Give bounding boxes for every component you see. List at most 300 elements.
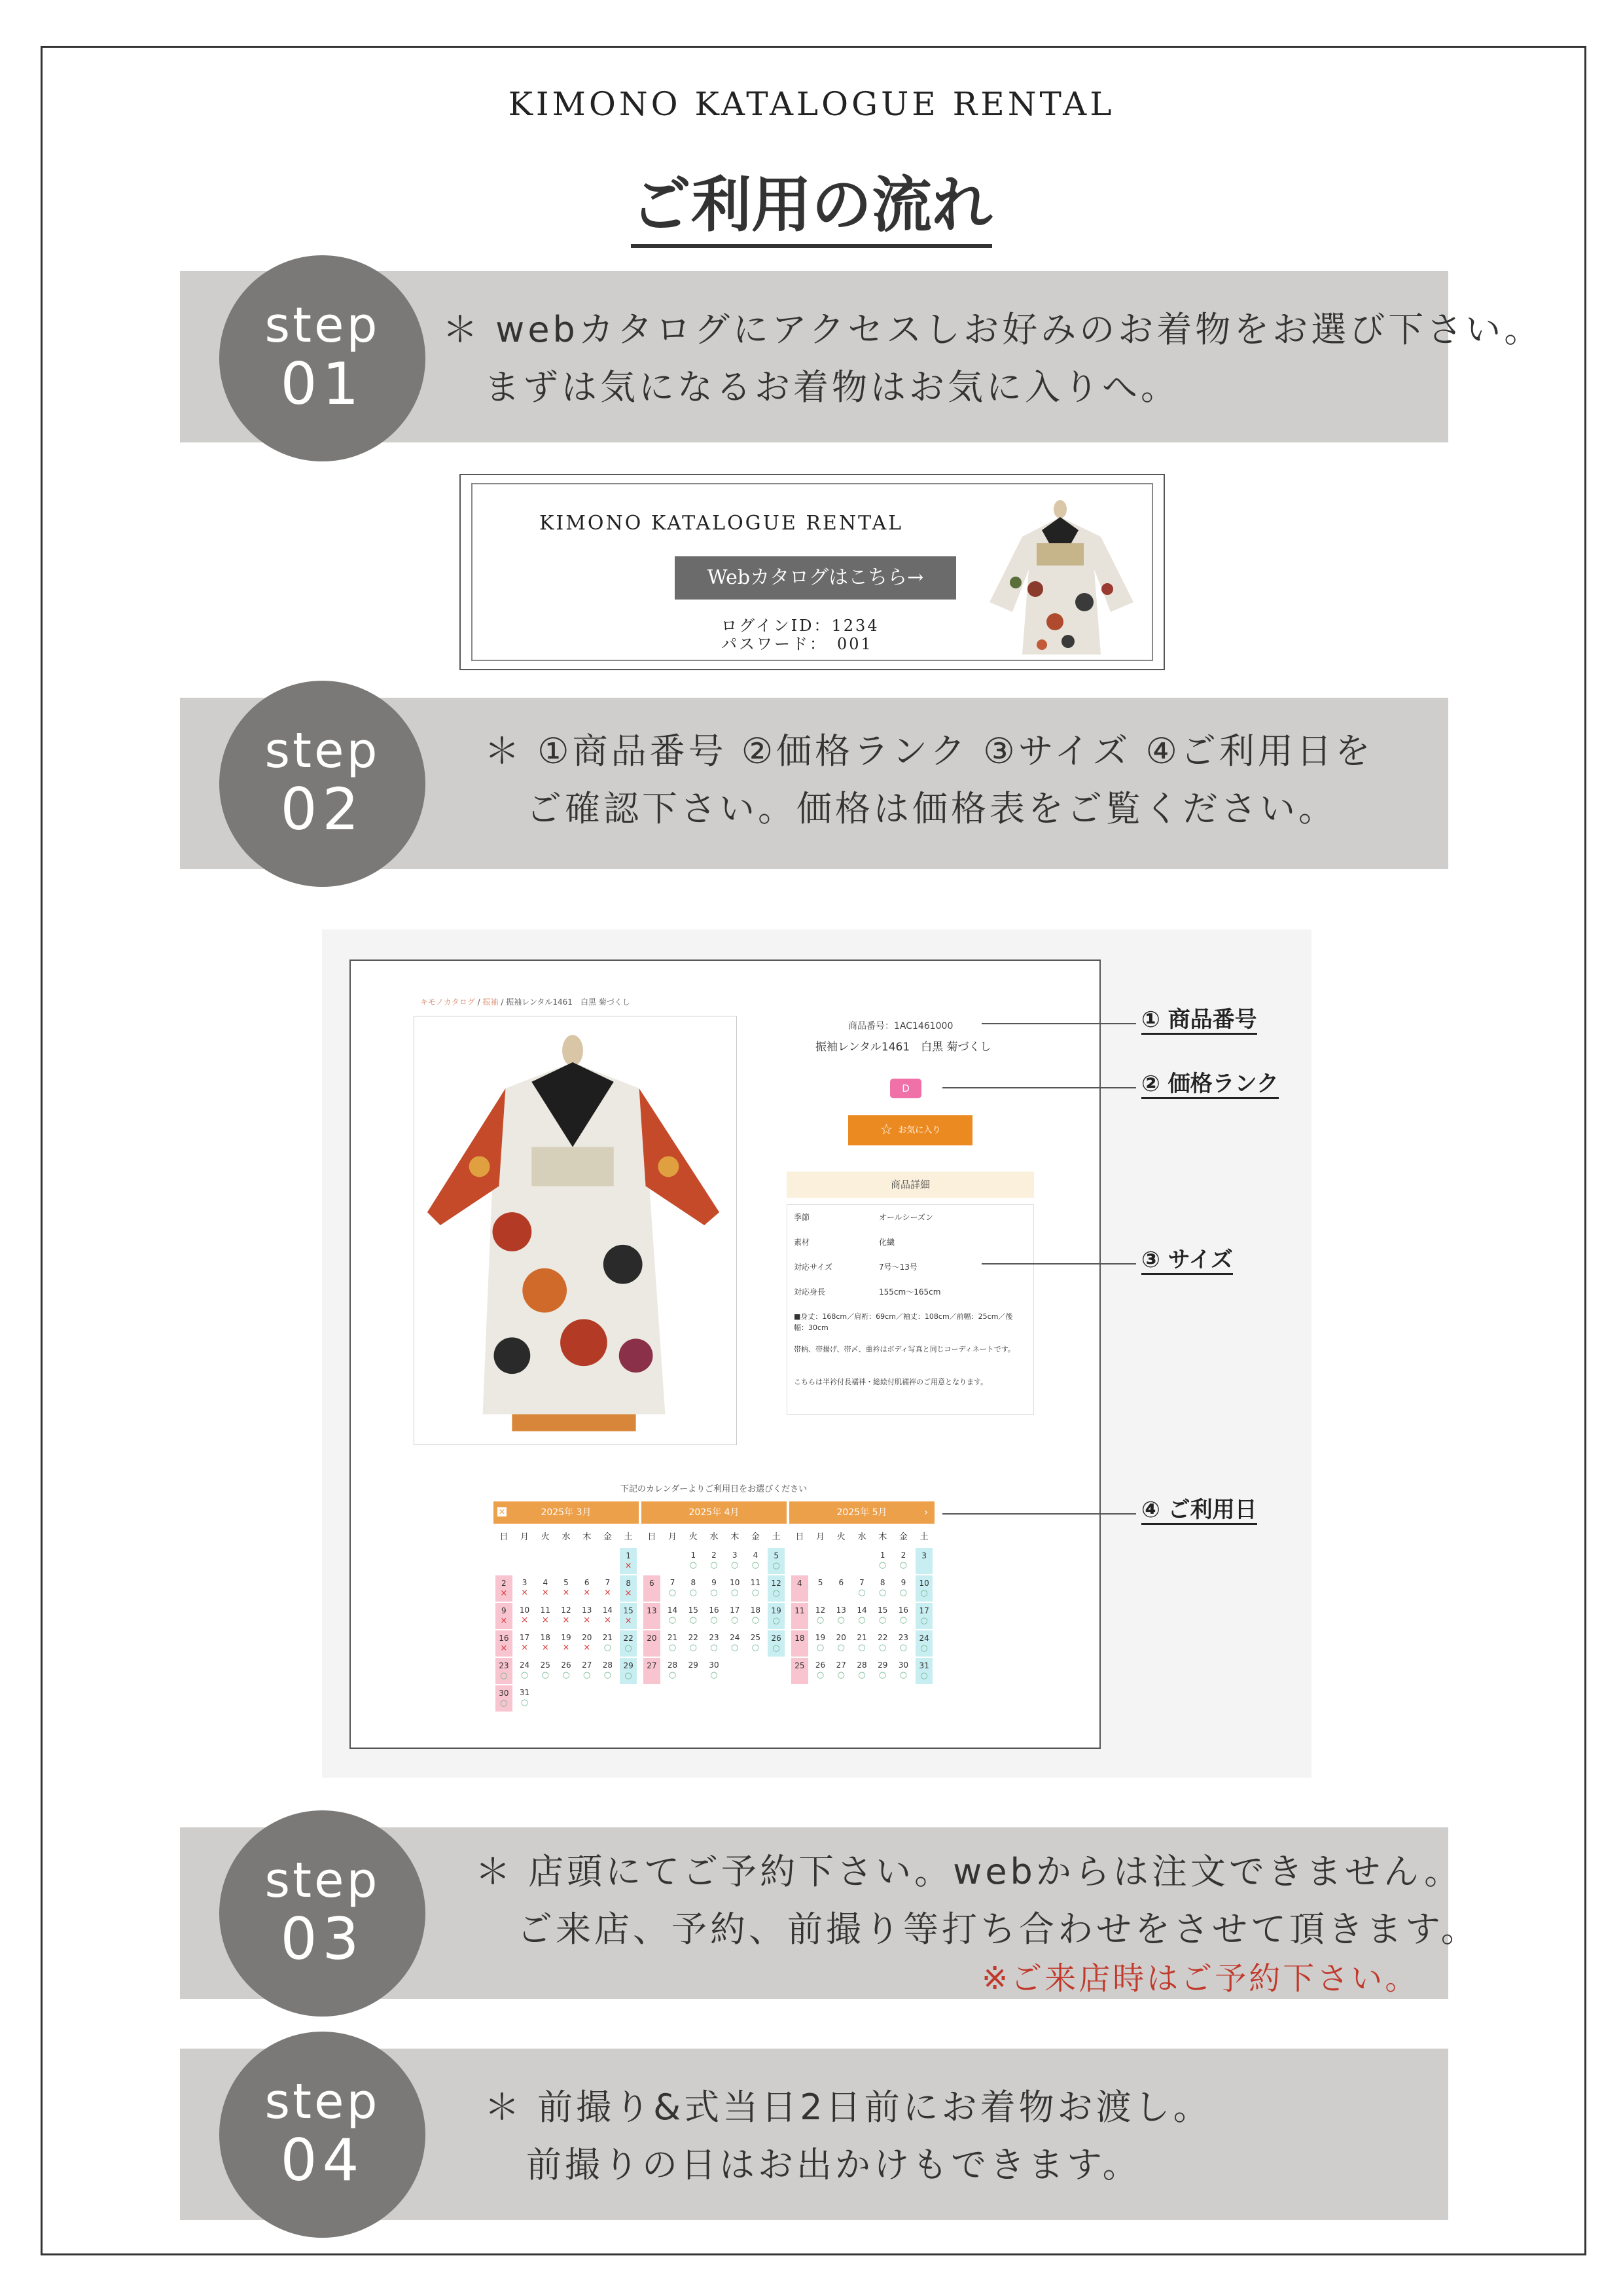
unavailable-mark: ×	[500, 1616, 508, 1626]
unavailable-mark: ×	[541, 1588, 549, 1598]
available-mark: ○	[520, 1698, 529, 1708]
available-mark: ○	[858, 1615, 866, 1625]
calendar-day[interactable]	[916, 1575, 933, 1602]
day-number: 14	[667, 1605, 678, 1615]
calendar-header	[493, 1501, 639, 1524]
available-mark: ○	[858, 1670, 866, 1680]
day-number: 26	[771, 1634, 781, 1643]
day-number: 5	[774, 1551, 779, 1560]
step-word: step	[264, 723, 380, 779]
step-word: step	[264, 2073, 380, 2130]
weekday-label: 木	[582, 1532, 592, 1542]
breadcrumb	[420, 996, 630, 1007]
calendar-day[interactable]	[872, 1575, 893, 1601]
calendar-day[interactable]	[683, 1630, 704, 1656]
unavailable-mark: ×	[541, 1615, 549, 1625]
available-mark: ○	[879, 1588, 887, 1598]
calendar-empty-cell	[597, 1547, 618, 1573]
calendar-empty-cell	[641, 1547, 662, 1573]
available-mark: ○	[837, 1615, 845, 1625]
calendar-day[interactable]	[810, 1602, 831, 1628]
day-number: 21	[857, 1633, 867, 1642]
login-password: パスワード： 001	[721, 635, 873, 653]
weekday-label: 日	[795, 1532, 804, 1542]
product-photo	[414, 1016, 737, 1445]
available-mark: ○	[837, 1670, 845, 1680]
detail-row: 対応身長 155cm〜165cm	[794, 1287, 941, 1297]
calendar-day	[495, 1603, 512, 1629]
calendar-empty-cell	[830, 1547, 851, 1573]
day-number: 9	[711, 1578, 717, 1587]
calendar-day	[535, 1575, 556, 1601]
step-number: 01	[280, 350, 365, 418]
day-number: 25	[540, 1660, 550, 1670]
callout-price-rank: ② 価格ランク	[1141, 1071, 1279, 1099]
calendar-day	[620, 1603, 637, 1629]
calendar-month	[789, 1501, 935, 1685]
available-mark: ○	[751, 1643, 760, 1653]
calendar-day[interactable]	[620, 1658, 637, 1684]
unavailable-mark: ×	[521, 1615, 529, 1625]
calendar-grid	[789, 1528, 935, 1685]
calendar-month	[641, 1501, 787, 1685]
day-number: 25	[794, 1661, 805, 1670]
unavailable-mark: ×	[583, 1615, 591, 1625]
available-mark: ○	[562, 1670, 570, 1680]
calendar-day[interactable]	[893, 1575, 914, 1601]
day-number: 16	[709, 1605, 719, 1615]
calendar-day[interactable]	[745, 1602, 766, 1628]
calendar-day[interactable]	[724, 1630, 745, 1656]
step-number: 02	[280, 776, 365, 843]
day-number: 13	[647, 1606, 657, 1615]
step-03-badge	[219, 1810, 425, 2017]
calendar-day[interactable]	[704, 1602, 724, 1628]
calendar-day	[514, 1630, 535, 1656]
weekday-label: 土	[919, 1532, 929, 1542]
day-number: 13	[582, 1605, 592, 1615]
login-id: ログインID：1234	[721, 617, 880, 635]
day-number: 21	[602, 1633, 613, 1642]
calendar-day[interactable]	[597, 1657, 618, 1683]
step-04-badge	[219, 2032, 425, 2238]
calendar-day	[556, 1602, 577, 1628]
calendar-day[interactable]	[745, 1547, 766, 1573]
step-04-line-1: ＊ 前撮り&式当日2日前にお着物お渡し。	[484, 2087, 1212, 2128]
day-number: 15	[688, 1605, 698, 1615]
unavailable-mark: ×	[562, 1643, 570, 1653]
day-number: 3	[522, 1578, 527, 1587]
calendar-day	[620, 1575, 637, 1602]
unavailable-mark: ×	[541, 1643, 549, 1653]
calendar-day[interactable]	[724, 1547, 745, 1573]
available-mark: ○	[751, 1560, 760, 1570]
calendar-day	[791, 1575, 808, 1602]
calendar-day[interactable]	[495, 1685, 512, 1712]
callout-line	[942, 1087, 1136, 1088]
weekday-label: 木	[730, 1532, 740, 1542]
unavailable-mark: ×	[521, 1588, 529, 1598]
available-mark: ○	[689, 1560, 697, 1570]
banner-brand: KIMONO KATALOGUE RENTAL	[539, 512, 904, 535]
weekday-label: 金	[899, 1532, 908, 1542]
available-mark: ○	[603, 1643, 612, 1653]
available-mark: ○	[899, 1670, 908, 1680]
calendar-day[interactable]	[851, 1602, 872, 1628]
favorite-label: お気に入り	[898, 1125, 941, 1136]
day-number: 12	[771, 1579, 781, 1588]
day-number: 26	[815, 1660, 826, 1670]
calendar-day	[643, 1575, 660, 1602]
page-title-text: ご利用の流れ	[631, 170, 992, 248]
breadcrumb-sep: /	[477, 997, 480, 1007]
available-mark: ○	[668, 1615, 677, 1625]
step-01-line-1: ＊ webカタログにアクセスしお好みのお着物をお選び下さい。	[442, 309, 1543, 350]
available-mark: ○	[710, 1588, 718, 1598]
price-rank-badge: D	[890, 1079, 921, 1098]
calendar-day[interactable]	[872, 1630, 893, 1656]
step-number: 04	[280, 2126, 365, 2194]
calendar-empty-cell	[535, 1547, 556, 1573]
step-02-badge	[219, 681, 425, 887]
calendar-day[interactable]	[577, 1657, 597, 1683]
available-mark: ○	[879, 1615, 887, 1625]
calendar-empty-cell	[810, 1547, 831, 1573]
calendar-day	[830, 1575, 851, 1601]
available-mark: ○	[751, 1615, 760, 1625]
calendar-header	[641, 1501, 787, 1524]
calendar-empty-cell	[662, 1547, 683, 1573]
calendar-day[interactable]	[893, 1602, 914, 1628]
unavailable-mark: ×	[624, 1561, 632, 1571]
calendar-day	[495, 1630, 512, 1657]
calendar-day[interactable]	[704, 1657, 724, 1683]
calendar-day[interactable]	[514, 1685, 535, 1711]
calendar-day	[514, 1575, 535, 1601]
step-04-line-2: 前撮りの日はお出かけもできます。	[526, 2144, 1141, 2185]
calendar-day[interactable]	[916, 1630, 933, 1657]
calendar-day[interactable]	[830, 1602, 851, 1628]
breadcrumb-home[interactable]: キモノカタログ	[420, 997, 475, 1007]
day-number: 8	[690, 1578, 696, 1587]
web-catalog-button[interactable]: Webカタログはこちら→	[675, 556, 956, 600]
day-number: 22	[878, 1633, 888, 1642]
calendar-day[interactable]	[704, 1575, 724, 1601]
calendar-day	[535, 1602, 556, 1628]
calendar-next-button[interactable]: ›	[924, 1507, 928, 1518]
available-mark: ○	[816, 1643, 825, 1653]
available-mark: ○	[689, 1643, 697, 1653]
day-number: 22	[688, 1633, 698, 1642]
day-number: 31	[519, 1688, 530, 1697]
calendar-day[interactable]	[704, 1547, 724, 1573]
day-number: 11	[794, 1606, 805, 1615]
calendar-day[interactable]	[830, 1630, 851, 1656]
calendar-day[interactable]	[916, 1658, 933, 1684]
calendar-day[interactable]	[916, 1603, 933, 1629]
calendar-day[interactable]	[724, 1602, 745, 1628]
callout-line	[982, 1023, 1136, 1024]
catalog-banner[interactable]	[459, 474, 1165, 670]
day-number: 5	[817, 1578, 823, 1587]
available-mark: ○	[624, 1643, 632, 1653]
calendar-day	[791, 1603, 808, 1629]
day-number: 27	[582, 1660, 592, 1670]
available-mark: ○	[500, 1698, 508, 1708]
day-number: 23	[499, 1661, 509, 1670]
calendar-title: 2025年 3月	[541, 1507, 592, 1518]
available-mark: ○	[772, 1616, 780, 1626]
unavailable-mark: ×	[583, 1643, 591, 1653]
calendar-day[interactable]	[872, 1602, 893, 1628]
available-mark: ○	[920, 1588, 928, 1598]
banner-login-info	[721, 617, 880, 653]
day-number: 20	[836, 1633, 846, 1642]
callout-line	[982, 1263, 1136, 1265]
day-number: 1	[626, 1551, 631, 1560]
available-mark: ○	[731, 1615, 739, 1625]
day-number: 17	[919, 1606, 929, 1615]
calendar-day	[791, 1658, 808, 1684]
calendar-day[interactable]	[683, 1602, 704, 1628]
calendar-day[interactable]	[768, 1575, 785, 1602]
calendar-day	[916, 1548, 933, 1574]
calendar-day	[620, 1548, 637, 1574]
available-mark: ○	[772, 1561, 780, 1571]
callout-product-number: ① 商品番号	[1141, 1007, 1257, 1035]
calendar-caption: 下記のカレンダーよりご利用日をお選びください	[620, 1484, 808, 1494]
calendar-day	[643, 1658, 660, 1684]
calendar-empty-cell	[514, 1547, 535, 1573]
calendar-day	[495, 1575, 512, 1602]
calendar-day	[577, 1630, 597, 1656]
banner-inner-frame	[471, 483, 1153, 661]
available-mark: ○	[689, 1588, 697, 1598]
step-02-line-1: ＊ ①商品番号 ②価格ランク ③サイズ ④ご利用日を	[484, 730, 1374, 772]
brand-title: KIMONO KATALOGUE RENTAL	[508, 85, 1115, 123]
day-number: 26	[561, 1660, 571, 1670]
available-mark: ○	[899, 1643, 908, 1653]
calendar-day[interactable]	[893, 1547, 914, 1573]
calendar-empty-cell	[556, 1547, 577, 1573]
detail-row: 季節 オールシーズン	[794, 1213, 933, 1222]
calendar-day[interactable]	[810, 1630, 831, 1656]
calendar-day[interactable]	[830, 1657, 851, 1683]
calendar-day	[683, 1657, 704, 1683]
calendar-day[interactable]	[495, 1658, 512, 1684]
day-number: 30	[499, 1689, 509, 1698]
calendar-day[interactable]	[872, 1657, 893, 1683]
calendar-day[interactable]	[745, 1630, 766, 1656]
day-number: 30	[898, 1660, 909, 1670]
day-number: 21	[667, 1633, 678, 1642]
day-number: 24	[919, 1634, 929, 1643]
calendar-day[interactable]	[893, 1657, 914, 1683]
available-mark: ○	[668, 1670, 677, 1680]
calendar-day[interactable]	[704, 1630, 724, 1656]
day-number: 29	[623, 1661, 633, 1670]
calendar-day[interactable]	[768, 1603, 785, 1629]
unavailable-mark: ×	[562, 1588, 570, 1598]
available-mark: ○	[689, 1615, 697, 1625]
day-number: 5	[563, 1578, 569, 1587]
detail-row: 対応サイズ 7号〜13号	[794, 1263, 918, 1272]
day-number: 17	[730, 1605, 740, 1615]
reservation-note: ※ご来店時はご予約下さい。	[982, 1960, 1419, 1997]
calendar-title: 2025年 5月	[836, 1507, 887, 1518]
day-number: 18	[540, 1633, 550, 1642]
available-mark: ○	[603, 1670, 612, 1680]
calendar-day[interactable]	[662, 1657, 683, 1683]
step-word: step	[264, 297, 380, 353]
calendar-day[interactable]	[662, 1602, 683, 1628]
breadcrumb-category[interactable]: 振袖	[482, 997, 499, 1007]
available-mark: ○	[879, 1643, 887, 1653]
product-number: 商品番号：1AC1461000	[848, 1021, 954, 1031]
detail-note: こちらは半衿付長襦袢・総絵付肌襦袢のご用意となります。	[794, 1378, 988, 1386]
step-number: 03	[280, 1905, 365, 1973]
day-number: 11	[540, 1605, 550, 1615]
day-number: 2	[711, 1551, 717, 1560]
calendar-day[interactable]	[514, 1657, 535, 1683]
day-number: 11	[750, 1578, 761, 1587]
weekday-label: 日	[647, 1532, 656, 1542]
day-number: 10	[730, 1578, 740, 1587]
calendar-day[interactable]	[768, 1548, 785, 1574]
day-number: 2	[901, 1551, 906, 1560]
calendar-day	[597, 1575, 618, 1601]
calendar-day	[556, 1630, 577, 1656]
calendar-prev-button[interactable]: ✕	[498, 1507, 506, 1516]
calendar-day	[577, 1602, 597, 1628]
unavailable-mark: ×	[500, 1588, 508, 1598]
calendar-header	[789, 1501, 935, 1524]
day-number: 7	[669, 1578, 675, 1587]
available-mark: ○	[541, 1670, 549, 1680]
day-number: 1	[880, 1551, 885, 1560]
unavailable-mark: ×	[500, 1643, 508, 1653]
calendar-day[interactable]	[535, 1657, 556, 1683]
calendar-day[interactable]	[851, 1575, 872, 1601]
detail-note: ■身丈：168cm／肩裄：69cm／袖丈：108cm／前幅：25cm／後幅：30cm	[794, 1312, 1013, 1332]
day-number: 8	[880, 1578, 885, 1587]
unavailable-mark: ×	[624, 1588, 632, 1598]
calendar-day	[556, 1575, 577, 1601]
day-number: 1	[690, 1551, 696, 1560]
day-number: 14	[602, 1605, 613, 1615]
day-number: 28	[667, 1660, 678, 1670]
day-number: 14	[857, 1605, 867, 1615]
calendar-day	[535, 1630, 556, 1656]
day-number: 28	[602, 1660, 613, 1670]
day-number: 9	[501, 1606, 507, 1615]
calendar-day[interactable]	[893, 1630, 914, 1656]
calendar-day[interactable]	[620, 1630, 637, 1657]
weekday-label: 火	[688, 1532, 698, 1542]
day-number: 27	[836, 1660, 846, 1670]
weekday-label: 金	[603, 1532, 612, 1542]
day-number: 2	[501, 1579, 507, 1588]
step-02-line-2: ご確認下さい。価格は価格表をご覧ください。	[526, 788, 1337, 829]
step-word: step	[264, 1852, 380, 1909]
day-number: 30	[709, 1660, 719, 1670]
available-mark: ○	[858, 1643, 866, 1653]
calendar-day	[810, 1575, 831, 1601]
breadcrumb-sep: /	[501, 997, 504, 1007]
available-mark: ○	[816, 1670, 825, 1680]
calendar-day[interactable]	[556, 1657, 577, 1683]
day-number: 23	[709, 1633, 719, 1642]
day-number: 4	[797, 1579, 802, 1588]
calendar-day[interactable]	[683, 1547, 704, 1573]
step-03-line-1: ＊ 店頭にてご予約下さい。webからは注文できません。	[475, 1851, 1463, 1892]
available-mark: ○	[879, 1670, 887, 1680]
available-mark: ○	[858, 1588, 866, 1598]
available-mark: ○	[899, 1615, 908, 1625]
day-number: 25	[750, 1633, 761, 1642]
unavailable-mark: ×	[603, 1588, 611, 1598]
callout-date: ④ ご利用日	[1141, 1497, 1257, 1525]
unavailable-mark: ×	[521, 1643, 529, 1653]
calendar-day[interactable]	[662, 1630, 683, 1656]
star-icon: ☆	[880, 1122, 893, 1138]
available-mark: ○	[751, 1588, 760, 1598]
weekday-label: 金	[751, 1532, 760, 1542]
day-number: 7	[605, 1578, 611, 1587]
callout-size: ③ サイズ	[1141, 1247, 1233, 1275]
calendar-day[interactable]	[851, 1657, 872, 1683]
calendar-day[interactable]	[768, 1630, 785, 1657]
available-mark: ○	[668, 1588, 677, 1598]
details-heading: 商品詳細	[787, 1172, 1034, 1198]
calendar-empty-cell	[577, 1547, 597, 1573]
calendar-day[interactable]	[724, 1575, 745, 1601]
unavailable-mark: ×	[603, 1615, 611, 1625]
day-number: 9	[901, 1578, 906, 1587]
favorite-button[interactable]	[848, 1115, 972, 1145]
day-number: 24	[519, 1660, 530, 1670]
calendar-day[interactable]	[872, 1547, 893, 1573]
day-number: 29	[878, 1660, 888, 1670]
step-01-line-2: まずは気になるお着物はお気に入りへ。	[484, 367, 1179, 408]
available-mark: ○	[920, 1616, 928, 1626]
day-number: 10	[919, 1579, 929, 1588]
calendar-day[interactable]	[683, 1575, 704, 1601]
calendar-day[interactable]	[851, 1630, 872, 1656]
calendar-day[interactable]	[745, 1575, 766, 1601]
available-mark: ○	[624, 1671, 632, 1681]
detail-row: 素材 化繊	[794, 1238, 895, 1247]
available-mark: ○	[879, 1560, 887, 1570]
available-mark: ○	[731, 1643, 739, 1653]
weekday-label: 木	[878, 1532, 887, 1542]
day-number: 24	[730, 1633, 740, 1642]
day-number: 8	[626, 1579, 631, 1588]
calendar-day[interactable]	[810, 1657, 831, 1683]
calendar-day[interactable]	[597, 1630, 618, 1656]
step-03-line-2: ご来店、予約、前撮り等打ち合わせをさせて頂きます。	[517, 1909, 1480, 1950]
available-mark: ○	[920, 1671, 928, 1681]
calendar-day[interactable]	[662, 1575, 683, 1601]
day-number: 22	[623, 1634, 633, 1643]
details-table	[787, 1204, 1034, 1415]
day-number: 12	[561, 1605, 571, 1615]
day-number: 19	[815, 1633, 826, 1642]
day-number: 18	[794, 1634, 805, 1643]
kimono-image	[976, 491, 1147, 655]
calendar-empty-cell	[851, 1547, 872, 1573]
available-mark: ○	[837, 1643, 845, 1653]
